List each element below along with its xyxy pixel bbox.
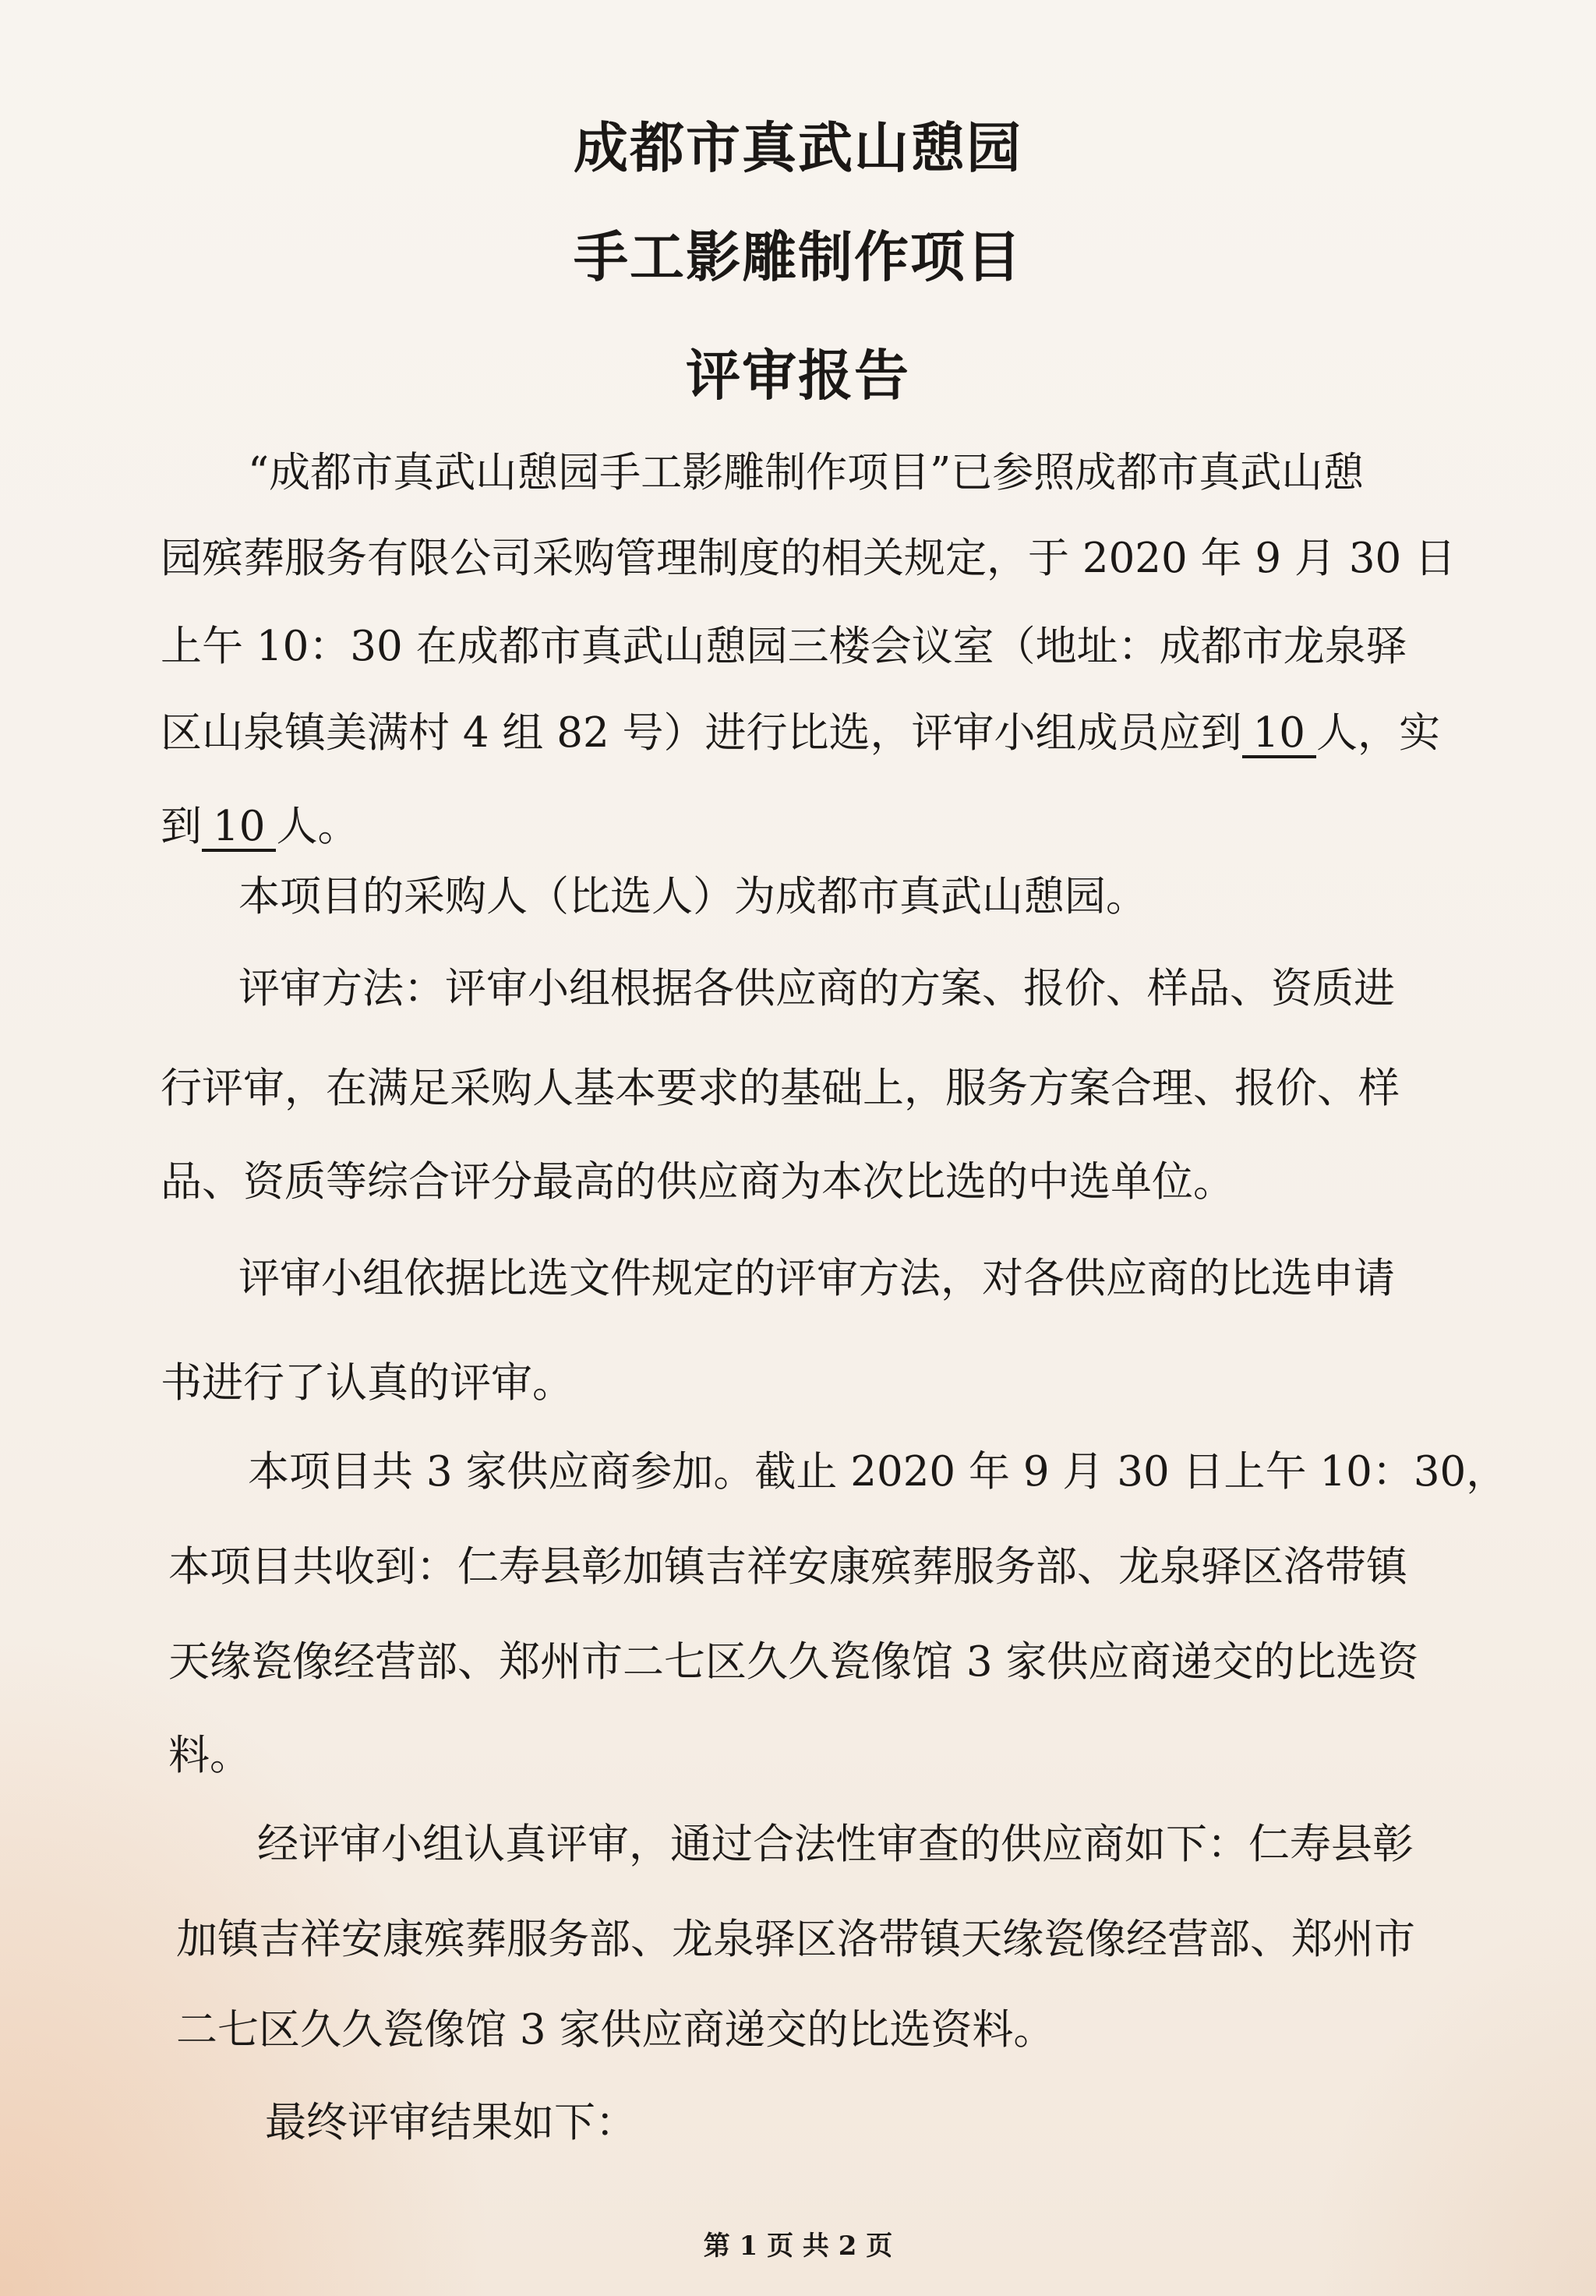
text-segment: 人，实 [1316, 709, 1441, 757]
text-line: 书进行了认真的评审。 [161, 1359, 574, 1407]
text-segment: 区山泉镇美满村 4 组 82 号）进行比选，评审小组成员应到 [161, 709, 1242, 757]
text-line: 园殡葬服务有限公司采购管理制度的相关规定，于 2020 年 9 月 30 日 [161, 535, 1457, 582]
text-line: 天缘瓷像经营部、郑州市二七区久久瓷像馆 3 家供应商递交的比选资 [168, 1638, 1419, 1686]
title-line-2: 手工影雕制作项目 [574, 224, 1022, 289]
text-line: 本项目共收到：仁寿县彰加镇吉祥安康殡葬服务部、龙泉驿区洛带镇 [168, 1543, 1407, 1591]
text-line: 本项目共 3 家供应商参加。截止 2020 年 9 月 30 日上午 10：30， [248, 1448, 1508, 1496]
expected-attendees-value: 10 [1242, 712, 1316, 758]
text-line: “成都市真武山憩园手工影雕制作项目”已参照成都市真武山憩 [248, 449, 1365, 496]
actual-attendees-value: 10 [202, 805, 276, 852]
text-line: 本项目的采购人（比选人）为成都市真武山憩园。 [238, 873, 1147, 920]
text-line: 上午 10：30 在成都市真武山憩园三楼会议室（地址：成都市龙泉驿 [161, 623, 1407, 670]
text-line: 料。 [168, 1732, 251, 1779]
title-line-3: 评审报告 [686, 343, 910, 408]
text-segment: 人。 [276, 803, 359, 850]
page-number: 第 1 页 共 2 页 [703, 2231, 893, 2262]
text-segment: 到 [161, 803, 202, 850]
title-line-1: 成都市真武山憩园 [574, 115, 1022, 180]
text-line: 品、资质等综合评分最高的供应商为本次比选的中选单位。 [161, 1158, 1234, 1206]
text-line [161, 805, 358, 852]
text-line: 最终评审结果如下： [265, 2099, 637, 2146]
text-line: 行评审，在满足采购人基本要求的基础上，服务方案合理、报价、样 [161, 1065, 1400, 1112]
text-line: 评审小组依据比选文件规定的评审方法，对各供应商的比选申请 [238, 1255, 1395, 1302]
text-line: 二七区久久瓷像馆 3 家供应商递交的比选资料。 [176, 2006, 1055, 2054]
text-line: 加镇吉祥安康殡葬服务部、龙泉驿区洛带镇天缘瓷像经营部、郑州市 [176, 1916, 1415, 1963]
text-line: 经评审小组认真评审，通过合法性审查的供应商如下：仁寿县彰 [257, 1821, 1414, 1868]
text-line [161, 709, 1441, 758]
text-line: 评审方法：评审小组根据各供应商的方案、报价、样品、资质进 [238, 965, 1395, 1012]
